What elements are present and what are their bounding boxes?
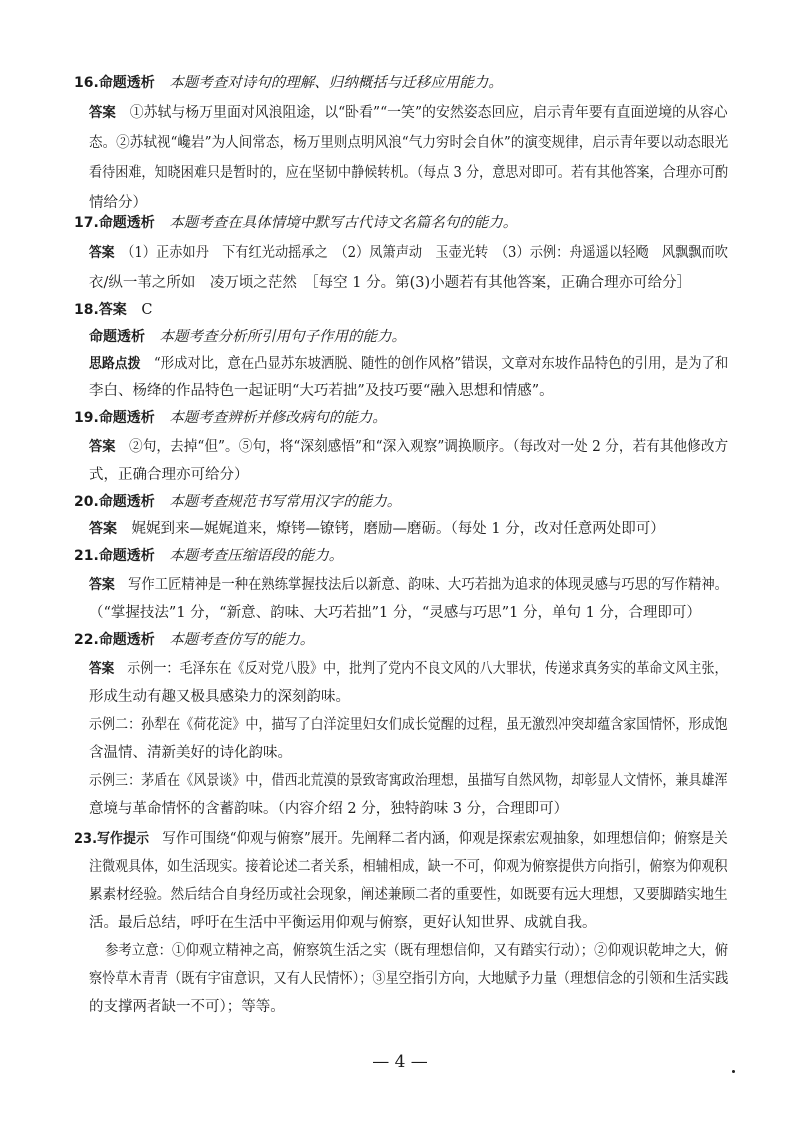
q16-answer-line-3: 看待困难，知晓困难只是暂时的，应在坚韧中静候转机。（每点 3 分，意思对即可。若有其他答案，合理亦可酌 [89,165,729,181]
q18-header: 18.答案 C [74,302,153,318]
q18-hint-line-1: 思路点拨 “形成对比，意在凸显苏东坡洒脱、随性的创作风格”错误，文章对东坡作品特色的引用，是为了和 [89,356,729,372]
q21-answer-line-1: 答案 写作工匠精神是一种在熟练掌握技法后以新意、韵味、大巧若拙为追求的体现灵感与巧思的写作精神。 [89,577,728,593]
q17-answer-line-2: 衣/纵一苇之所如 凌万顷之茫然 ［每空 1 分。第(3)小题若有其他答案，正确合理亦可给分］ [89,275,692,291]
stray-dot [732,1070,735,1073]
q22-example-3-line-1: 示例三：茅盾在《风景谈》中，借西北荒漠的景致寄寓政治理想，虽描写自然风物，却彰显人文情怀，兼具雄浑 [89,773,728,789]
q19-answer-line-2: 式，正确合理亦可给分） [89,467,249,483]
q17-header: 17.命题透析 本题考查在具体情境中默写古代诗文名篇名句的能力。 [74,215,518,231]
q21-header: 21.命题透析 本题考查压缩语段的能力。 [74,548,344,564]
q20-header: 20.命题透析 本题考查规范书写常用汉字的能力。 [74,494,402,510]
q21-answer-line-2: （“掌握技法”1 分，“新意、韵味、大巧若拙”1 分，“灵感与巧思”1 分，单句 1 分，合理即可） [89,605,701,621]
q22-example-2-line-1: 示例二：孙犁在《荷花淀》中，描写了白洋淀里妇女们成长觉醒的过程，虽无激烈冲突却蕴含家国情怀，形成饱 [89,717,728,733]
q22-example-1-line-2: 形成生动有趣又极具感染力的深刻韵味。 [89,689,350,705]
q23-line-3: 累素材经验。然后结合自身经历或社会现象，阐述兼顾二者的重要性，如既要有远大理想，又要脚踏实地生 [89,887,728,903]
q23-reference-line-3: 的支撑两者缺一不可）；等等。 [89,999,285,1015]
q19-header: 19.命题透析 本题考查辨析并修改病句的能力。 [74,410,387,426]
q22-example-1-line-1: 答案 示例一：毛泽东在《反对党八股》中，批判了党内不良文风的八大罪状，传递求真务实的革命文风主张， [89,661,728,677]
q16-answer-line-2: 态。②苏轼视“巉岩”为人间常态，杨万里则点明风浪“气力穷时会自休”的演变规律，启示青年要以动态眼光 [89,135,729,151]
q19-answer-line-1: 答案 ②句，去掉“但”。⑤句，将“深刻感悟”和“深入观察”调换顺序。（每改对一处 2 分，若有其他修改方 [89,439,729,455]
q22-header: 22.命题透析 本题考查仿写的能力。 [74,632,315,648]
q18-hint-line-2: 李白、杨绛的作品特色一起证明“大巧若拙”及技巧要“融入思想和情感”。 [89,383,554,399]
q23-line-4: 活。最后总结，呼吁在生活中平衡运用仰观与俯察，更好认知世界、成就自我。 [89,915,597,931]
q23-line-1: 23.写作提示 写作可围绕“仰观与俯察”展开。先阐释二者内涵，仰观是探索宏观抽象，如理想信仰；俯察是关 [74,831,728,847]
q23-reference-line-1: 参考立意：①仰观立精神之高，俯察筑生活之实（既有理想信仰，又有踏实行动）；②仰观识乾坤之大，俯 [105,943,729,959]
q16-answer-line-1: 答案 ①苏轼与杨万里面对风浪阻途，以“卧看”“一笑”的安然姿态回应，启示青年要有直面逆境的从容心 [89,105,728,121]
q18-analysis: 命题透析 本题考查分析所引用句子作用的能力。 [89,329,406,345]
q22-example-2-line-2: 含温情、清新美好的诗化韵味。 [89,745,292,761]
page-number: — 4 — [372,1052,428,1072]
q22-example-3-line-2: 意境与革命情怀的含蓄韵味。（内容介绍 2 分，独特韵味 3 分，合理即可） [89,801,569,817]
q17-answer-line-1: 答案 （1）正赤如丹 下有红光动摇承之 （2）凤箫声动 玉壶光转 （3）示例：舟遥遥以轻飏 风飘飘而吹 [89,245,728,261]
q23-line-2: 注微观具体，如生活现实。接着论述二者关系，相辅相成，缺一不可，仰观为俯察提供方向指引，俯察为仰观积 [89,859,728,875]
q16-header: 16.命题透析 本题考查对诗句的理解、归纳概括与迁移应用能力。 [74,75,503,91]
q23-reference-line-2: 察怜草木青青（既有宇宙意识，又有人民情怀）；③星空指引方向，大地赋予力量（理想信念的引领和生活实践 [89,971,729,987]
q16-answer-line-4: 情给分） [89,195,147,211]
q20-answer: 答案 娓娓到来—娓娓道来，燎铐—镣铐，磨励—磨砺。（每处 1 分，改对任意两处即可） [89,521,665,537]
